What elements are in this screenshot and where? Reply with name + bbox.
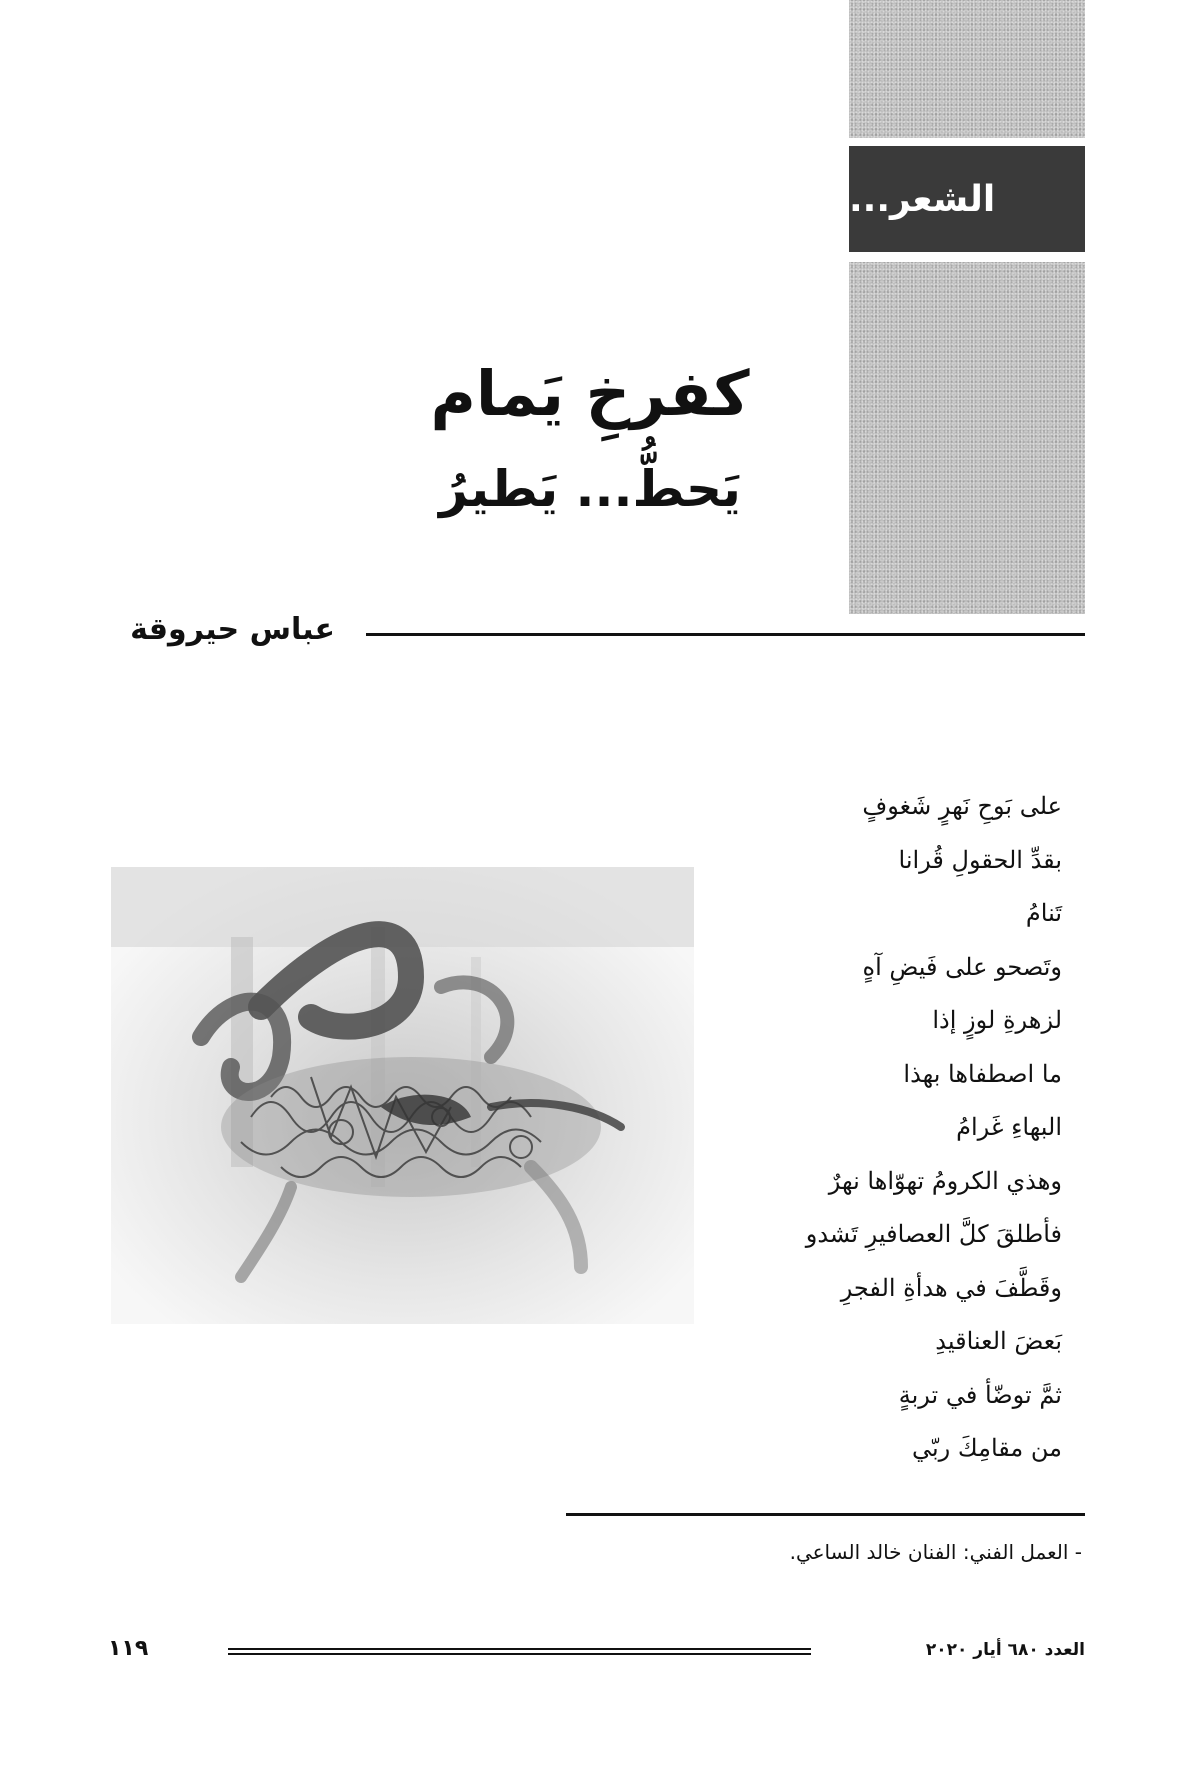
- caption-divider: [566, 1513, 1085, 1516]
- section-label: الشعر...: [849, 146, 1085, 252]
- artwork-caption: - العمل الفني: الفنان خالد الساعي.: [789, 1540, 1082, 1564]
- poem-line: البهاءِ غَرامُ: [956, 1113, 1062, 1141]
- issue-info: العدد ٦٨٠ أيار ٢٠٢٠: [925, 1640, 1085, 1660]
- poem-subtitle: يَحطُّ... يَطيرُ: [439, 460, 741, 518]
- author-name: عباس حيروقة: [130, 612, 335, 647]
- decorative-grey-block-bottom: [849, 262, 1085, 614]
- poem-line: وهذي الكرومُ تهوّاها نهرٌ: [828, 1166, 1062, 1195]
- poem-line: وتَصحو على فَيضِ آهٍ: [862, 952, 1062, 981]
- poem-line: فأطلقَ كلَّ العصافيرِ تَشدو: [805, 1220, 1062, 1248]
- poem-line: ثمَّ توضّأ في تربةٍ: [898, 1380, 1062, 1409]
- poem-text: [700, 780, 1062, 1476]
- author-divider: [366, 633, 1085, 636]
- calligraphy-artwork-image: [111, 867, 694, 1324]
- poem-title: كفرخِ يَمام: [430, 357, 750, 430]
- calligraphy-artwork-icon: [111, 867, 694, 1324]
- poem-line: من مقامِكَ ربّي: [911, 1434, 1062, 1462]
- poem-line: وقَطَّفَ في هدأةِ الفجرِ: [840, 1273, 1062, 1302]
- page-number: ١١٩: [108, 1636, 149, 1661]
- poem-line: بقدِّ الحقولِ قُرانا: [898, 845, 1062, 874]
- poem-line: لزهرةِ لوزٍ إذا: [932, 1006, 1062, 1034]
- poem-line: على بَوحِ نَهرٍ شَغوفٍ: [862, 792, 1062, 820]
- decorative-grey-block-top: [849, 0, 1085, 138]
- poem-line: بَعضَ العناقيدِ: [935, 1327, 1062, 1355]
- footer-divider: [228, 1648, 811, 1658]
- poem-line: تَنامُ: [1025, 899, 1062, 927]
- poem-line: ما اصطفاها بهذا: [903, 1059, 1062, 1088]
